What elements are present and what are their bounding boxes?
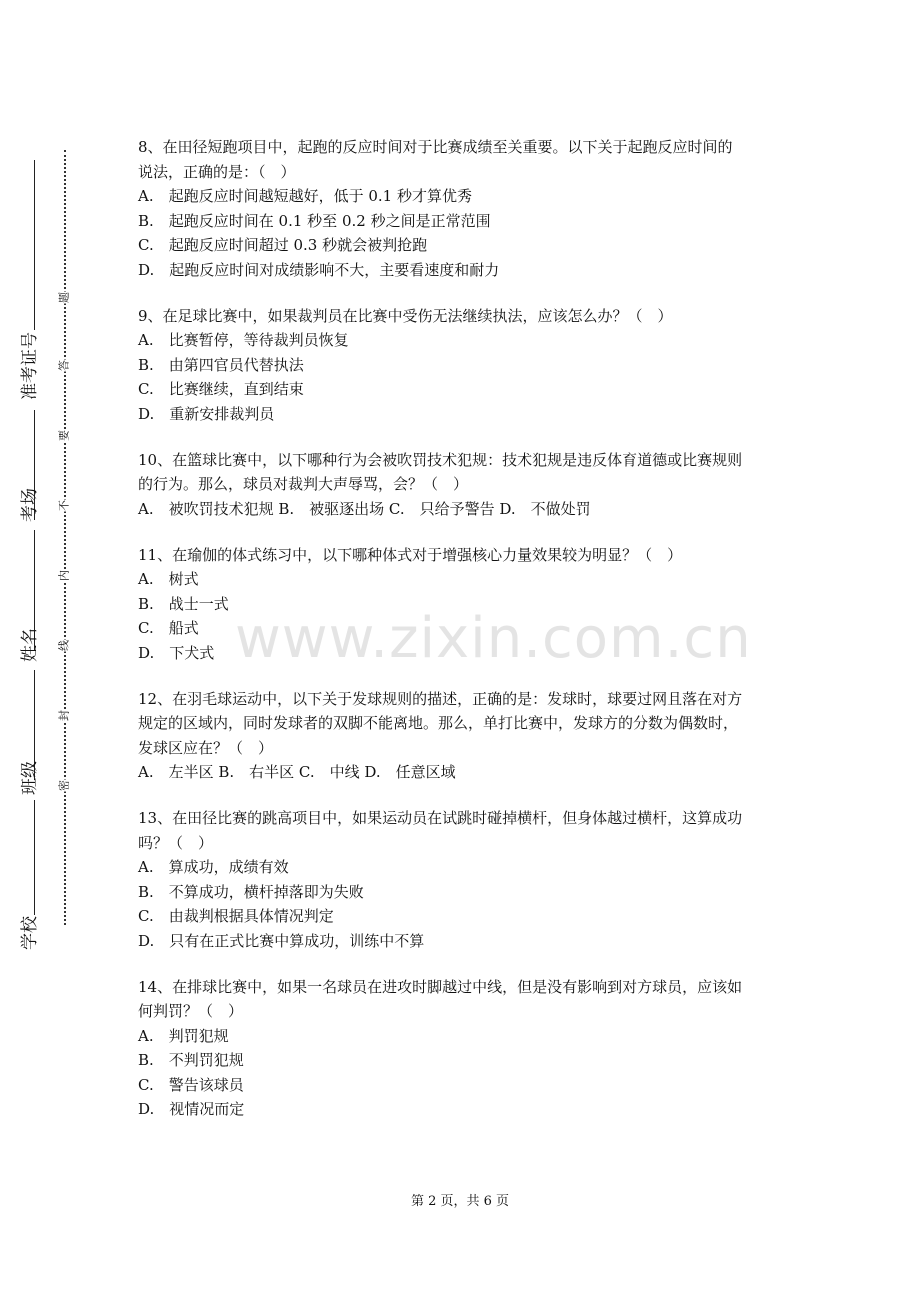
question-stem: 发球区应在？（ ） bbox=[138, 738, 274, 757]
option-b: B. 起跑反应时间在 0.1 秒至 0.2 秒之间是正常范围 bbox=[138, 211, 491, 230]
options-inline: A. 左半区 B. 右半区 C. 中线 D. 任意区域 bbox=[138, 763, 456, 781]
option-b: B. 不算成功，横杆掉落即为失败 bbox=[138, 882, 364, 901]
exam-number-label: 准考证号 bbox=[20, 332, 40, 400]
option-a: A. 树式 bbox=[138, 570, 199, 588]
option-b: B. 战士一式 bbox=[138, 594, 229, 613]
exam-room-label: 考场 bbox=[20, 488, 40, 522]
question-11 bbox=[138, 543, 788, 666]
option-d: D. 视情况而定 bbox=[138, 1100, 245, 1118]
seal-word: 线 bbox=[57, 640, 71, 651]
watermark: www.zixin.com.cn bbox=[235, 606, 752, 671]
option-a: A. 起跑反应时间越短越好，低于 0.1 秒才算优秀 bbox=[138, 187, 472, 205]
question-list bbox=[138, 135, 788, 1143]
school-line bbox=[34, 800, 35, 915]
question-stem: 的行为。那么，球员对裁判大声辱骂，会？（ ） bbox=[138, 475, 469, 493]
option-a: A. 判罚犯规 bbox=[138, 1026, 229, 1045]
question-8 bbox=[138, 135, 788, 282]
option-c: C. 船式 bbox=[138, 619, 199, 637]
question-stem: 12、在羽毛球运动中，以下关于发球规则的描述，正确的是：发球时，球要过网且落在对方 bbox=[138, 689, 743, 708]
question-stem: 吗？（ ） bbox=[138, 833, 214, 852]
option-b: B. 不判罚犯规 bbox=[138, 1051, 244, 1069]
question-13 bbox=[138, 806, 788, 953]
exam-number-line bbox=[34, 160, 35, 330]
seal-dotted-line bbox=[64, 150, 66, 925]
option-a: A. 比赛暂停，等待裁判员恢复 bbox=[138, 331, 349, 349]
seal-word: 答 bbox=[57, 360, 71, 371]
option-c: C. 比赛继续，直到结束 bbox=[138, 380, 304, 398]
question-stem: 14、在排球比赛中，如果一名球员在进攻时脚越过中线，但是没有影响到对方球员，应该如 bbox=[138, 977, 743, 996]
question-stem: 何判罚？（ ） bbox=[138, 1002, 244, 1020]
option-b: B. 由第四官员代替执法 bbox=[138, 355, 304, 374]
name-label: 姓名 bbox=[20, 628, 40, 662]
option-d: D. 下犬式 bbox=[138, 643, 215, 662]
question-10 bbox=[138, 448, 788, 522]
page-footer: 第 2 页，共 6 页 bbox=[410, 1194, 510, 1209]
option-d: D. 重新安排裁判员 bbox=[138, 404, 275, 423]
question-14 bbox=[138, 975, 788, 1122]
option-d: D. 只有在正式比赛中算成功，训练中不算 bbox=[138, 931, 425, 950]
seal-word: 密 bbox=[57, 780, 71, 791]
question-stem: 13、在田径比赛的跳高项目中，如果运动员在试跳时碰掉横杆，但身体越过横杆，这算成功 bbox=[138, 809, 743, 827]
options-inline: A. 被吹罚技术犯规 B. 被驱逐出场 C. 只给予警告 D. 不做处罚 bbox=[138, 499, 591, 518]
seal-word: 不 bbox=[57, 500, 71, 511]
question-stem: 说法，正确的是：（ ） bbox=[138, 162, 296, 181]
option-c: C. 由裁判根据具体情况判定 bbox=[138, 907, 334, 925]
question-stem: 9、在足球比赛中，如果裁判员在比赛中受伤无法继续执法，应该怎么办？（ ） bbox=[138, 306, 673, 325]
question-stem: 11、在瑜伽的体式练习中，以下哪种体式对于增强核心力量效果较为明显？（ ） bbox=[138, 545, 683, 564]
school-label: 学校 bbox=[20, 916, 40, 950]
seal-word: 内 bbox=[57, 570, 71, 581]
question-9 bbox=[138, 304, 788, 427]
option-c: C. 警告该球员 bbox=[138, 1075, 244, 1094]
question-stem: 8、在田径短跑项目中，起跑的反应时间对于比赛成绩至关重要。以下关于起跑反应时间的 bbox=[138, 138, 733, 156]
seal-word: 题 bbox=[57, 292, 71, 303]
seal-word: 封 bbox=[57, 710, 71, 721]
question-stem: 10、在篮球比赛中，以下哪种行为会被吹罚技术犯规：技术犯规是违反体育道德或比赛规则 bbox=[138, 450, 743, 469]
option-a: A. 算成功，成绩有效 bbox=[138, 858, 289, 876]
binding-margin bbox=[0, 0, 120, 1302]
class-label: 班级 bbox=[20, 761, 40, 795]
seal-word: 要 bbox=[57, 430, 71, 441]
option-c: C. 起跑反应时间超过 0.3 秒就会被判抢跑 bbox=[138, 236, 428, 254]
question-12 bbox=[138, 687, 788, 785]
option-d: D. 起跑反应时间对成绩影响不大，主要看速度和耐力 bbox=[138, 260, 500, 279]
question-stem: 规定的区域内，同时发球者的双脚不能离地。那么，单打比赛中，发球方的分数为偶数时， bbox=[138, 714, 739, 732]
